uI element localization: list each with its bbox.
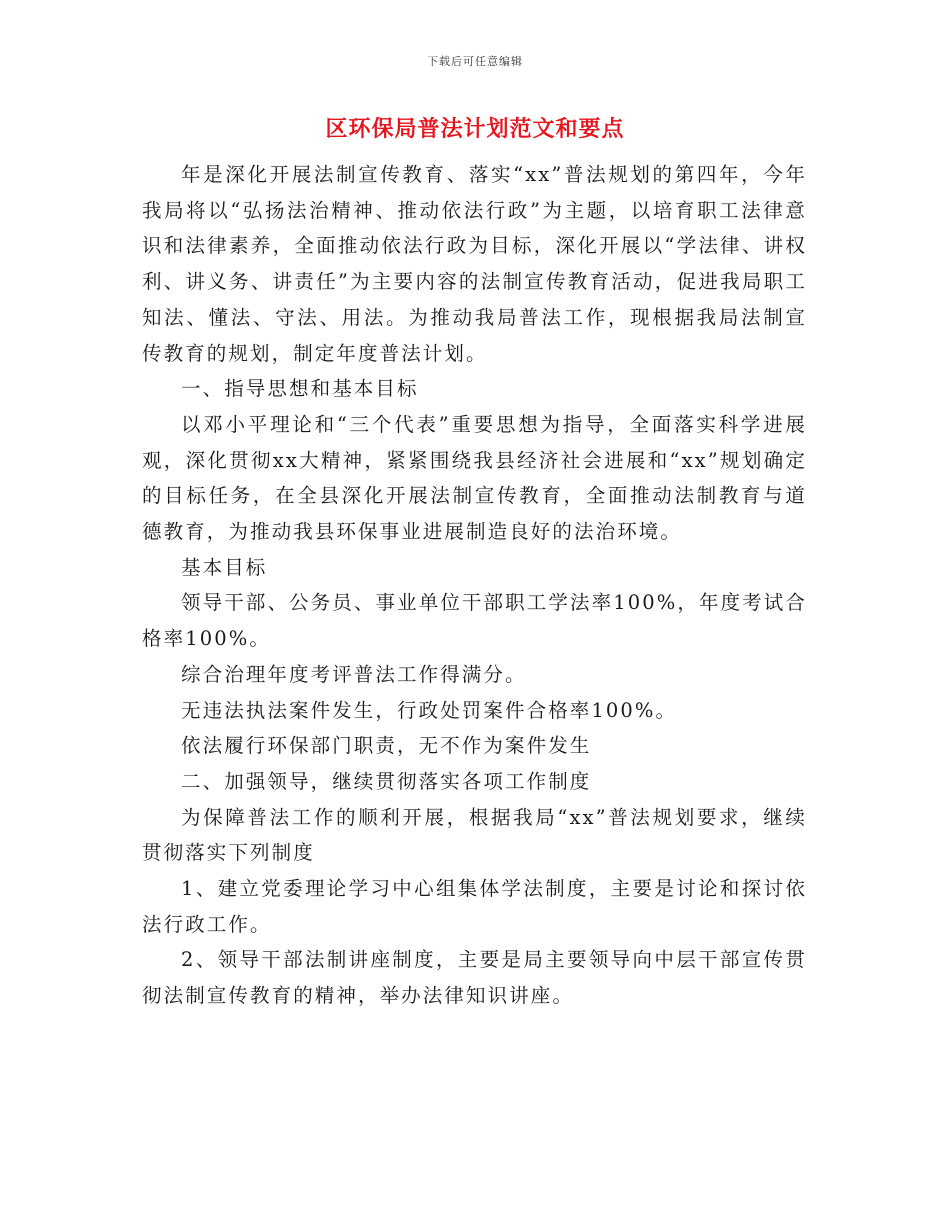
paragraph-intro: 年是深化开展法制宣传教育、落实“xx”普法规划的第四年，今年我局将以“弘扬法治精神、推动依法行政”为主题，以培育职工法律意识和法律素养，全面推动依法行政为目标，深化开展以“学法律、讲权利、讲义务、讲责任”为主要内容的法制宣传教育活动，促进我局职工知法、懂法、守法、用法。为推动我局普法工作，现根据我局法制宣传教育的规划，制定年度普法计划。: [142, 163, 807, 365]
document-body: [142, 157, 807, 1014]
heading-basic-goals: 基本目标: [181, 555, 268, 579]
system-item: 1、建立党委理论学习中心组集体学法制度，主要是讨论和探讨依法行政工作。: [142, 877, 807, 936]
goal-item: 无违法执法案件发生，行政处罚案件合格率100%。: [181, 698, 678, 722]
paragraph-guiding-ideology: 以邓小平理论和“三个代表”重要思想为指导，全面落实科学进展观，深化贯彻xx大精神，紧紧围绕我县经济社会进展和“xx”规划确定的目标任务，在全县深化开展法制宣传教育，全面推动法制教育与道德教育，为推动我县环保事业进展制造良好的法治环境。: [142, 412, 807, 544]
system-item: 2、领导干部法制讲座制度，主要是局主要领导向中层干部宣传贯彻法制宣传教育的精神，举办法律知识讲座。: [142, 948, 807, 1008]
goal-item: 领导干部、公务员、事业单位干部职工学法率100%，年度考试合格率100%。: [142, 591, 807, 651]
heading-guiding-ideology: 一、指导思想和基本目标: [181, 377, 419, 401]
heading-leadership: 二、加强领导，继续贯彻落实各项工作制度: [181, 769, 592, 793]
goal-item: 综合治理年度考评普法工作得满分。: [181, 662, 527, 686]
document-title: 区环保局普法计划范文和要点: [325, 116, 625, 142]
header-note: 下载后可任意编辑: [427, 55, 523, 68]
paragraph-leadership: 为保障普法工作的顺利开展，根据我局“xx”普法规划要求，继续贯彻落实下列制度: [142, 805, 807, 865]
goal-item: 依法履行环保部门职责，无不作为案件发生: [181, 734, 592, 758]
